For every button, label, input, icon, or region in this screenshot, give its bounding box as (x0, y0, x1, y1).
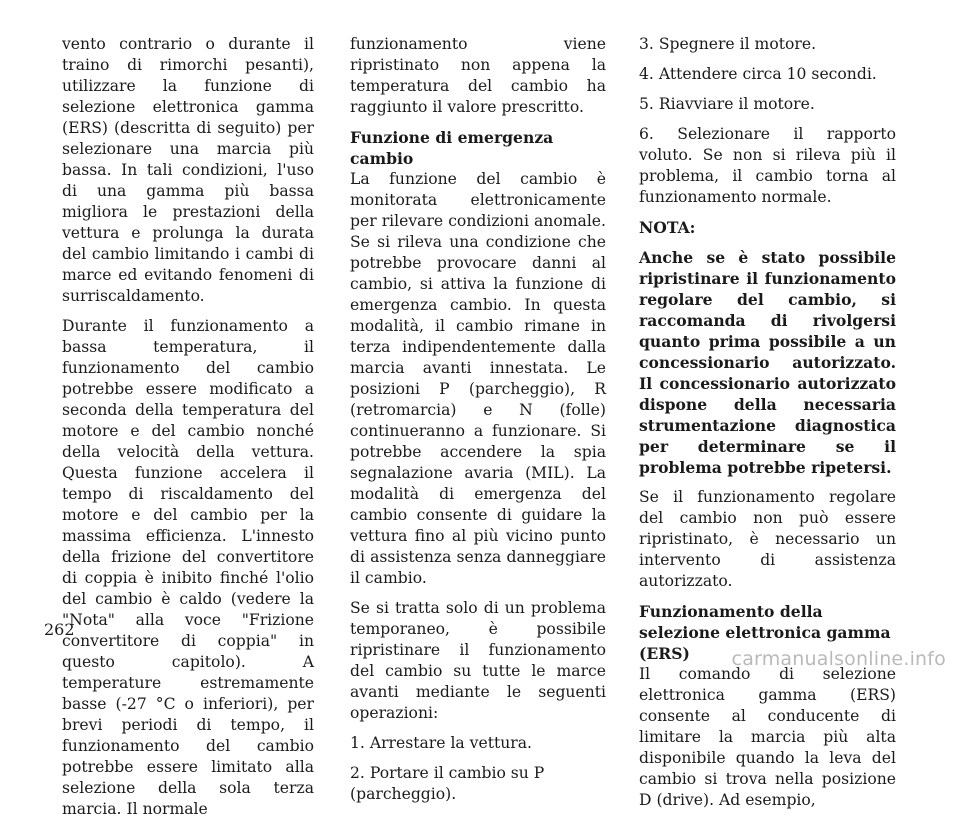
text-column-left (62, 34, 314, 829)
paragraph: vento contrario o durante il traino di rimorchi pesanti), utilizzare la funzione di selezione elettronica gamma (ERS) (descritta di seguito) per selezionare una marcia più bassa. In tali condizioni, l'uso di una gamma più bassa migliora le prestazioni della vettura e prolunga la durata del cambio limitando i cambi di marce ed evitando fenomeni di surriscaldamento. (62, 35, 314, 305)
paragraph: Se si tratta solo di un problema temporaneo, è possibile ripristinare il funzionamento del cambio su tutte le marce avanti mediante le seguenti operazioni: (350, 599, 606, 722)
section-heading-ers: Funzionamento della selezione elettronica gamma (ERS) (639, 602, 891, 663)
page-number: 262 (44, 620, 75, 639)
watermark: carmanualsonline.info (731, 648, 946, 670)
step-6: 6. Selezionare il rapporto voluto. Se non si rileva più il problema, il cambio torna al funzionamento normale. (639, 125, 896, 206)
paragraph: Se il funzionamento regolare del cambio non può essere ripristinato, è necessario un intervento di assistenza autorizzato. (639, 488, 896, 590)
step-1: 1. Arrestare la vettura. (350, 734, 533, 752)
note-text: Anche se è stato possibile ripristinare il funzionamento regolare del cambio, si raccomanda di rivolgersi quanto prima possibile a un concessionario autorizzato. Il concessionario autorizzato dispone della necessaria strumentazione diagnostica per determinare se il problema potrebbe ripetersi. (639, 248, 896, 477)
step-2: 2. Portare il cambio su P (parcheggio). (350, 764, 545, 803)
paragraph: funzionamento viene ripristinato non appena la temperatura del cambio ha raggiunto il valore prescritto. (350, 35, 606, 116)
section-heading-emergency: Funzione di emergenza cambio (350, 128, 554, 168)
paragraph: Durante il funzionamento a bassa temperatura, il funzionamento del cambio potrebbe essere modificato a seconda della temperatura del motore e del cambio nonché della velocità della vettura. Questa funzione accelera il tempo di riscaldamento del motore e del cambio per la massima efficienza. L'innesto della frizione del convertitore di coppia è inibito finché l'olio del cambio è caldo (vedere la "Nota" alla voce "Frizione convertitore di coppia" in questo capitolo). A temperature estremamente basse (-27 °C o inferiori), per brevi periodi di tempo, il funzionamento del cambio potrebbe essere limitato alla selezione della sola terza marcia. Il normale (62, 317, 314, 818)
step-4: 4. Attendere circa 10 secondi. (639, 65, 877, 83)
step-3: 3. Spegnere il motore. (639, 35, 817, 53)
paragraph: Il comando di selezione elettronica gamma (ERS) consente al conducente di limitare la marcia più alta disponibile quando la leva del cambio si trova nella posizione D (drive). Ad esempio, (639, 665, 896, 809)
text-column-right (639, 34, 896, 820)
text-column-middle (350, 34, 606, 814)
note-label: NOTA: (639, 218, 696, 237)
step-5: 5. Riavviare il motore. (639, 95, 815, 113)
paragraph: La funzione del cambio è monitorata elettronicamente per rilevare condizioni anomale. Se si rileva una condizione che potrebbe provocare danni al cambio, si attiva la funzione di emergenza cambio. In questa modalità, il cambio rimane in terza indipendentemente dalla marcia avanti innestata. Le posizioni P (parcheggio), R (retromarcia) e N (folle) continueranno a funzionare. Si potrebbe accendere la spia segnalazione avaria (MIL). La modalità di emergenza del cambio consente di guidare la vettura fino al più vicino punto di assistenza senza danneggiare il cambio. (350, 170, 606, 587)
